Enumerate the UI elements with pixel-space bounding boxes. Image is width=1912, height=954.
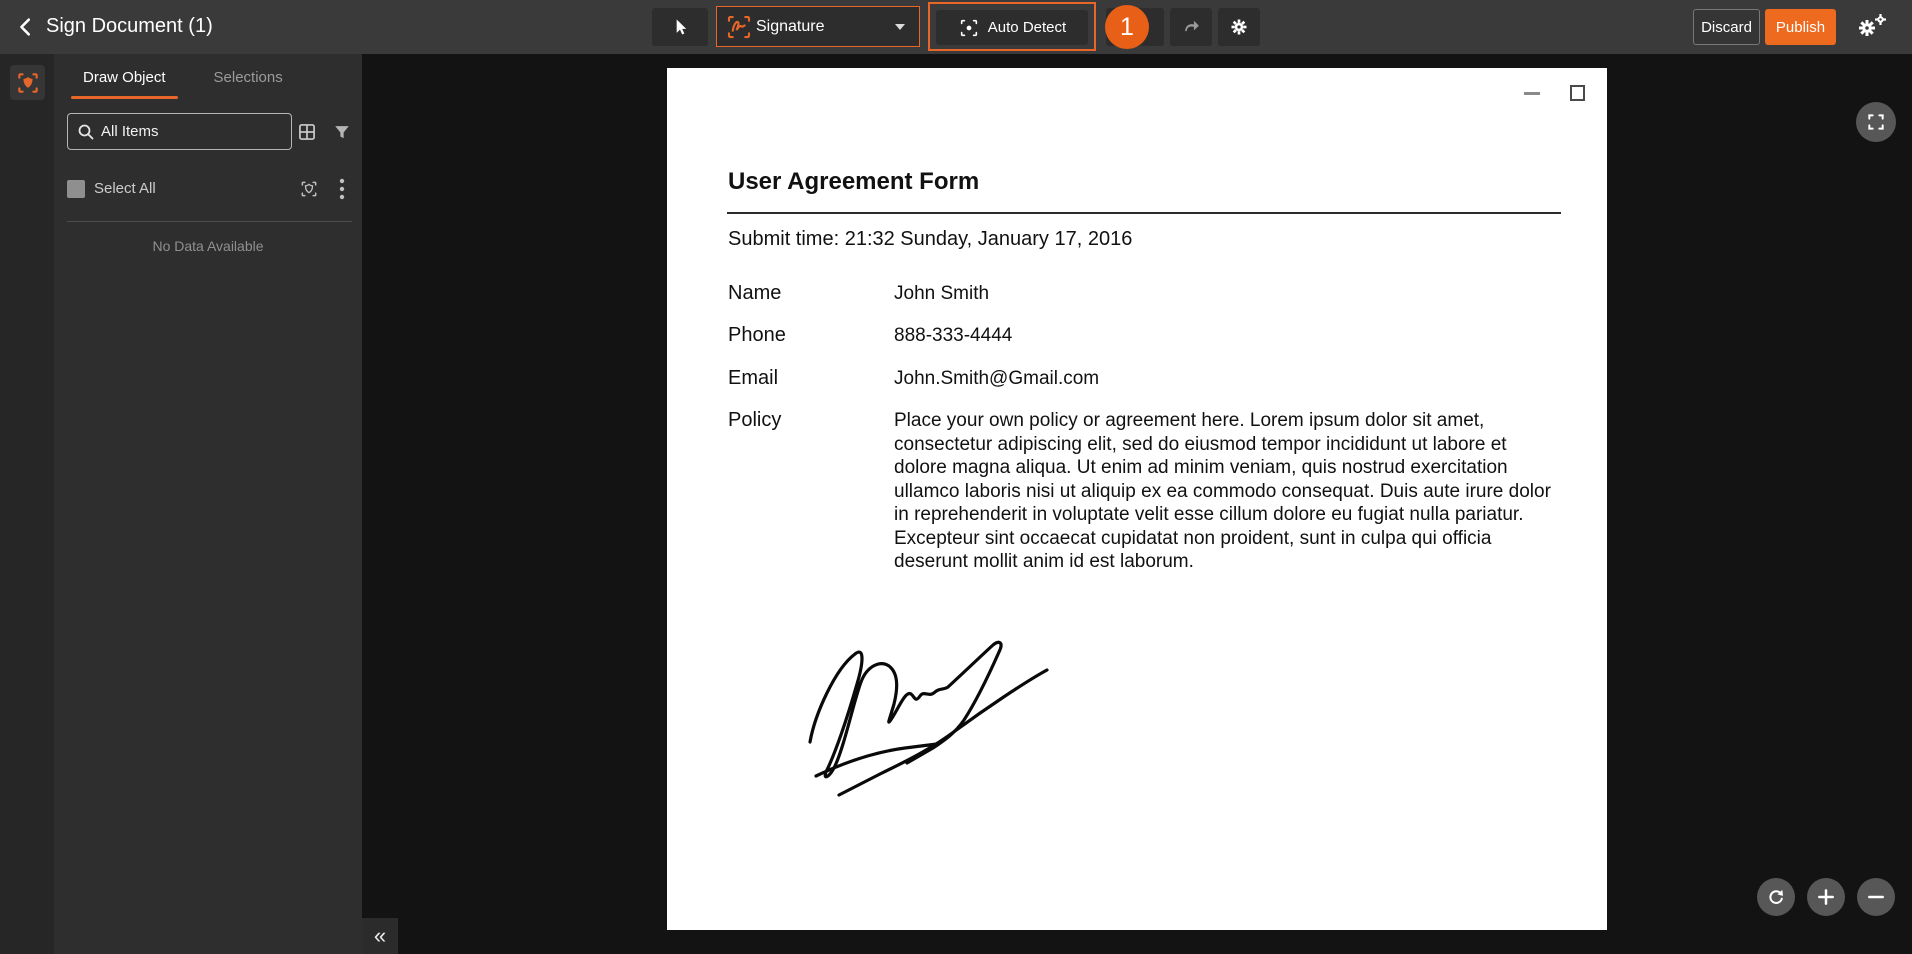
document-title: User Agreement Form (728, 168, 980, 195)
vertical-dots-icon (339, 178, 345, 200)
select-all-row (54, 176, 362, 206)
row-overflow-menu-button[interactable] (332, 177, 352, 201)
empty-state-message: No Data Available (152, 238, 264, 254)
select-all-label: Select All (94, 180, 156, 197)
field-row-phone (728, 324, 1553, 348)
top-bar (0, 0, 1912, 54)
page-title: Sign Document (1) (46, 15, 213, 37)
grid-icon (297, 122, 317, 142)
toolbar-settings-button[interactable] (1218, 8, 1260, 46)
select-all-checkbox[interactable] (67, 180, 85, 198)
shield-detect-icon (15, 70, 41, 96)
collapse-sidebar-button[interactable]: « (362, 918, 398, 954)
discard-button[interactable]: Discard (1693, 9, 1760, 45)
search-icon (77, 123, 95, 141)
refresh-icon (1766, 887, 1786, 907)
double-gear-icon (1856, 12, 1888, 42)
document-page (667, 68, 1607, 930)
submit-time-line: Submit time: 21:32 Sunday, January 17, 2016 (728, 228, 1133, 250)
auto-detect-button[interactable] (936, 10, 1088, 45)
back-chevron-icon (15, 16, 37, 38)
plus-icon (1816, 887, 1836, 907)
minimize-icon[interactable] (1524, 92, 1540, 95)
title-rule (727, 212, 1561, 214)
search-box (67, 113, 292, 150)
field-value: 888-333-4444 (894, 325, 1013, 346)
minus-icon (1866, 887, 1886, 907)
back-button[interactable] (12, 13, 40, 41)
row-detect-shield-button[interactable] (297, 177, 321, 201)
search-input[interactable] (101, 123, 261, 140)
filter-funnel-icon (333, 123, 351, 141)
field-value: John Smith (894, 283, 990, 304)
signature-tool-dropdown[interactable] (716, 6, 920, 47)
document-canvas (362, 54, 1912, 954)
zoom-out-button[interactable] (1857, 878, 1895, 916)
tab-draw-object[interactable]: Draw Object (71, 54, 178, 100)
auto-detect-label: Auto Detect (987, 19, 1067, 36)
grid-view-button[interactable] (295, 120, 319, 144)
zoom-in-button[interactable] (1807, 878, 1845, 916)
field-label: Email (728, 367, 779, 389)
shield-detect-icon (299, 179, 319, 199)
chevron-down-icon[interactable] (895, 24, 905, 30)
preferences-gears-button[interactable] (1850, 8, 1894, 46)
gear-icon (1229, 17, 1249, 37)
tutorial-step-badge: 1 (1105, 5, 1149, 49)
auto-detect-icon (958, 17, 980, 39)
field-label: Phone (728, 324, 786, 346)
fullscreen-icon (1866, 112, 1886, 132)
tab-selections[interactable]: Selections (213, 68, 283, 86)
handwritten-signature (785, 624, 1070, 819)
redo-icon (1181, 17, 1201, 37)
detect-shield-rail-button[interactable] (10, 65, 45, 100)
field-value: Place your own policy or agreement here. Lorem ipsum dolor sit amet, consectetur adipiscing elit, sed do eiusmod tempor incididunt ut labore et dolore magna aliqua. Ut enim ad minim veniam, quis nostrud exercitation ullamco laboris nisi ut aliquip ex ea commodo consequat. Duis aute irure dolor in reprehenderit in voluptate velit esse cillum dolore eu fugiat nulla pariatur. Excepteur sint occaecat cupidatat non proident, sunt in culpa qui officia deserunt mollit anim id est laborum. (894, 410, 1551, 572)
sidebar-tabs (54, 54, 362, 100)
sidebar-panel (54, 54, 362, 954)
auto-detect-highlight-outline (928, 2, 1096, 51)
signature-icon (724, 12, 754, 42)
sidebar-divider (67, 221, 352, 222)
field-row-policy (728, 409, 1553, 574)
cursor-icon (670, 17, 690, 37)
field-label: Policy (728, 409, 782, 431)
field-row-email (728, 367, 1553, 391)
signature-tool-label: Signature (756, 17, 825, 35)
cursor-tool-button[interactable] (652, 8, 708, 46)
field-row-name (728, 282, 1553, 306)
redo-button[interactable] (1170, 8, 1212, 46)
filter-button[interactable] (330, 120, 354, 144)
left-icon-rail (0, 54, 54, 954)
fullscreen-button[interactable] (1856, 102, 1896, 142)
refresh-zoom-button[interactable] (1757, 878, 1795, 916)
field-label: Name (728, 282, 782, 304)
publish-button[interactable]: Publish (1765, 9, 1836, 45)
maximize-icon[interactable] (1570, 85, 1585, 101)
field-value: John.Smith@Gmail.com (894, 368, 1100, 389)
